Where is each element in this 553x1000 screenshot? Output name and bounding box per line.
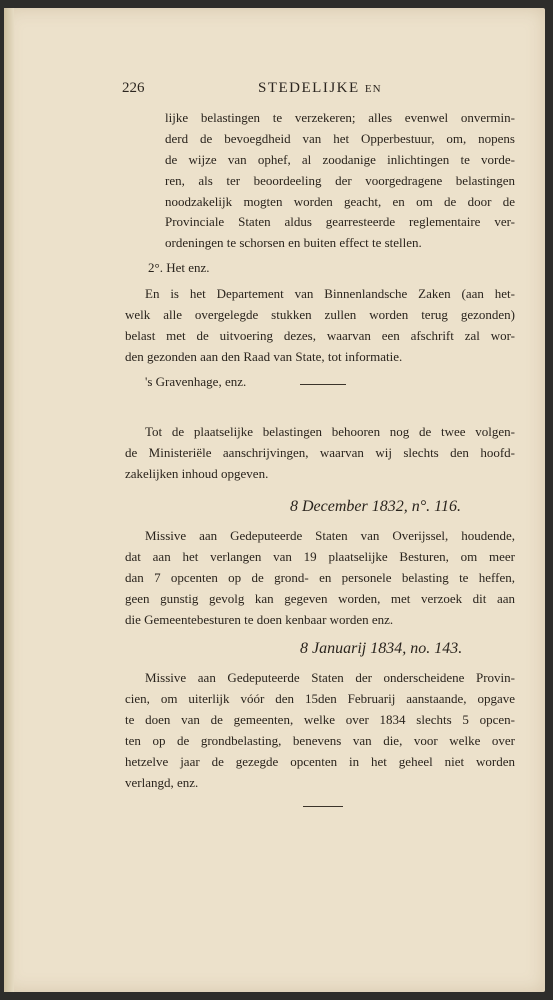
page-gutter [4, 8, 14, 992]
page-header [0, 80, 553, 100]
text-line: derd de bevoegdheid van het Opperbestuur, om, nopens [165, 131, 515, 146]
text-line: En is het Departement van Binnenlandsche Zaken (aan het- [145, 286, 515, 301]
text-line: ordeningen te schorsen en buiten effect te stellen. [165, 235, 422, 250]
text-line: Missive aan Gedeputeerde Staten van Overijssel, houdende, [145, 528, 515, 543]
text-line: geen gunstig gevolg kan gegeven worden, met verzoek dit aan [125, 591, 515, 606]
text-line: de wijze van ophef, al zoodanige inlichtingen te vorde- [165, 152, 515, 167]
date-heading: 8 December 1832, n°. 116. [290, 498, 461, 515]
text-line: welk alle overgelegde stukken zullen worden terug gezonden) [125, 307, 515, 322]
text-line: verlangd, enz. [125, 775, 199, 790]
text-line: Tot de plaatselijke belastingen behooren nog de twee volgen- [145, 424, 515, 439]
text-line: de Ministeriële aanschrijvingen, waarvan wij slechts den hoofd- [125, 445, 515, 460]
text-line: te doen van de gemeenten, welke over 1834 slechts 5 opcen- [125, 712, 515, 727]
date-heading: 8 Januarij 1834, no. 143. [300, 640, 463, 657]
text-line: den gezonden aan den Raad van State, tot informatie. [125, 349, 403, 364]
section-rule [300, 384, 346, 385]
text-line: belast met de uitvoering dezes, waarvan een afschrift zal wor- [125, 328, 515, 343]
text-line: zakelijken inhoud opgeven. [125, 466, 269, 481]
text-line: noodzakelijk mogten worden geacht, en om de door de [165, 194, 515, 209]
page-number: 226 [122, 80, 145, 96]
section-rule [303, 806, 343, 807]
text-line: die Gemeentebesturen te doen kenbaar worden enz. [125, 612, 394, 627]
text-line: hetzelve jaar de gezegde opcenten in het geheel niet worden [125, 754, 515, 769]
text-line: lijke belastingen te verzekeren; alles evenwel onvermin- [165, 110, 515, 125]
text-line: Missive aan Gedeputeerde Staten der onderscheidene Provin- [145, 670, 515, 685]
running-head: STEDELIJKE EN [258, 80, 382, 96]
text-line: dat aan het verlangen van 19 plaatselijke Besturen, om meer [125, 549, 515, 564]
text-line: cien, om uiterlijk vóór den 15den Februarij aanstaande, opgave [125, 691, 515, 706]
text-line: 2°. Het enz. [148, 260, 210, 275]
text-line: ren, als ter beoordeeling der voorgedragene belastingen [165, 173, 515, 188]
text-line: 's Gravenhage, enz. [145, 374, 247, 389]
text-line: Provinciale Staten aldus gearresteerde reglementaire ver- [165, 214, 515, 229]
text-line: dan 7 opcenten op de grond- en personele belasting te heffen, [125, 570, 515, 585]
text-line: ten op de grondbelasting, benevens van die, voor welke over [125, 733, 515, 748]
